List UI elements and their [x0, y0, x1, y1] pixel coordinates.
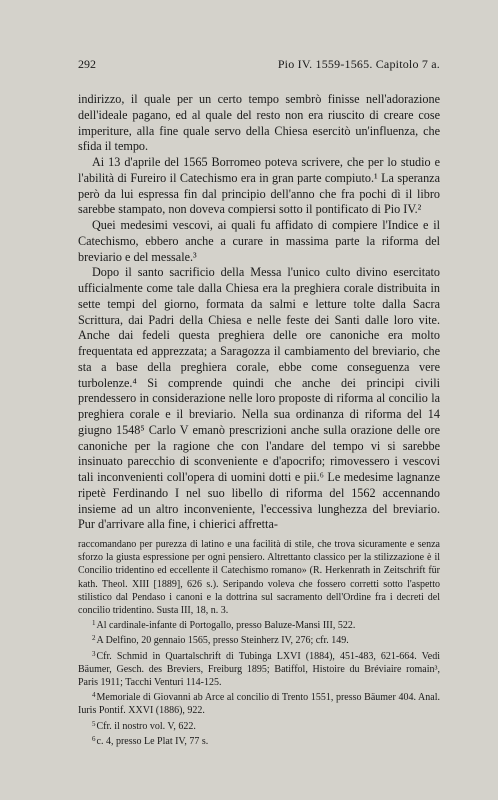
footnote-text: Al cardinale-infante di Portogallo, presso Baluze-Mansi III, 522.	[96, 620, 356, 632]
footnote-text: Cfr. il nostro vol. V, 622.	[96, 720, 196, 732]
paragraph: Ai 13 d'aprile del 1565 Borromeo poteva scrivere, che per lo studio e l'abilità di Fureiro il Catechismo era in gran parte compiuto.¹ La speranza però da lui espressa fin dal principio dell'anno che fra pochi dì il libro sarebbe stampato, non doveva compiersi sotto il pontificato di Pio IV.²	[78, 155, 440, 217]
footnote-number: 2	[92, 634, 96, 643]
paragraph: indirizzo, il quale per un certo tempo sembrò finisse nell'adorazione dell'ideale pagano, ed al quale del resto non era riuscito di creare cose imperiture, alla fine quale servo della Chiesa esercitò un'influenza, che sfida il tempo.	[78, 92, 440, 154]
footnote	[78, 733, 440, 748]
footnote-text: c. 4, presso Le Plat IV, 77 s.	[96, 735, 209, 747]
main-text	[78, 92, 440, 533]
footnote-continuation: raccomandano per purezza di latino e una facilità di stile, che trova sicuramente e senza sforzo la giusta espressione per ogni pensiero. Altrettanto classico per la stilizzazione è il Concilio tridentino ed eccellente il Catechismo romano» (R. Herkenrath in Zeitschrift für kath. Theol. XIII [1889], 626 s.). Seripando voleva che fossero corretti sotto l'aspetto stilistico dal Pendaso i canoni e la dottrina sul sacramento dell'Ordine fra i decreti del concilio tridentino. Susta III, 18, n. 3.	[78, 539, 440, 617]
paragraph: Dopo il santo sacrificio della Messa l'unico culto divino esercitato ufficialmente come tale dalla Chiesa era la preghiera corale distribuita in sette tempi del giorno, formata da salmi e letture tolte dalla Sacra Scrittura, dai Padri della Chiesa e nelle feste dei Santi dalle loro vite. Anche dai fedeli questa preghiera delle ore canoniche era molto frequentata ed apprezzata; a Saragozza il cambiamento del breviario, che sta a base della preghiera corale, ebbe come conseguenza vere turbolenze.⁴ Si comprende quindi che anche dei principi civili prendessero in considerazione nelle loro proposte di riforma al concilio la preghiera corale e il breviario. Nella sua ordinanza di riforma del 14 giugno 1548⁵ Carlo V emanò prescrizioni anche sulla orazione delle ore canoniche per la ragione che con l'andare del tempo vi si sarebbe insinuato parecchio di sconveniente e d'apocrifo; rimovessero i vescovi tali inconvenienti coll'opera di uomini dotti e pii.⁶ Le medesime lagnanze ripetè Ferdinando I nel suo libello di riforma del 1562 accennando insieme ad un altro inconveniente, l'eccessiva lunghezza del breviario. Pur d'arrivare alla fine, i chierici affretta-	[78, 265, 440, 532]
footnote	[78, 648, 440, 690]
footnote-number: 4	[92, 691, 96, 700]
footnotes	[78, 538, 440, 748]
footnote-number: 3	[92, 649, 96, 658]
footnote-text: A Delfino, 20 gennaio 1565, presso Steinherz IV, 276; cfr. 149.	[96, 635, 349, 647]
footnote	[78, 632, 440, 647]
footnote-number: 1	[92, 619, 96, 628]
footnote	[78, 689, 440, 717]
page-number: 292	[78, 57, 96, 71]
page-header	[78, 56, 440, 72]
footnote-number: 5	[92, 719, 96, 728]
paragraph: Quei medesimi vescovi, ai quali fu affidato di compiere l'Indice e il Catechismo, ebbero anche a curare in massima parte la riforma del breviario e del messale.³	[78, 218, 440, 264]
footnote	[78, 718, 440, 733]
footnote	[78, 617, 440, 632]
footnote-text: Memoriale di Giovanni ab Arce al concilio di Trento 1551, presso Bäumer 404. Anal. Iuris Pontif. XXVI (1886), 922.	[78, 692, 440, 717]
footnote-number: 6	[92, 734, 96, 743]
running-title: Pio IV. 1559-1565. Capitolo 7 a.	[277, 57, 440, 71]
footnote-text: Cfr. Schmid in Quartalschrift di Tubinga LXVI (1884), 451-483, 621-664. Vedi Bäumer, Gesch. des Breviers, Freiburg 1895; Batiffol, Histoire du Bréviaire romain³, Paris 1911; Tacchi Venturi 114-125.	[78, 650, 440, 689]
